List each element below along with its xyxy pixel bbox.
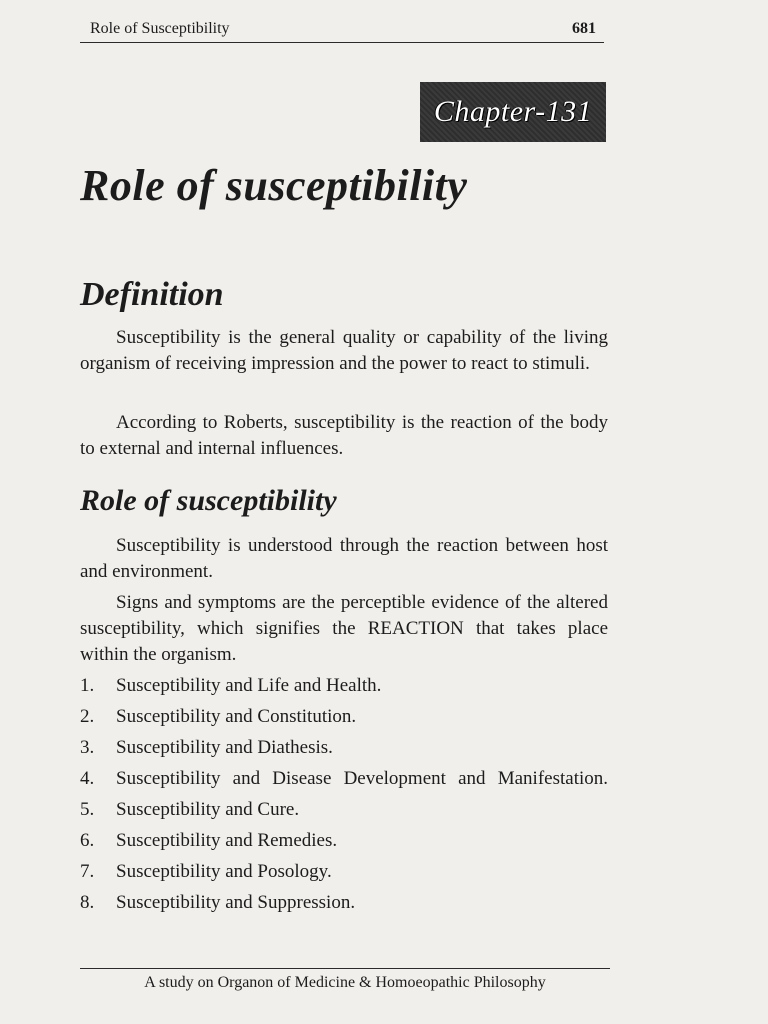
list-item-text: Susceptibility and Cure.	[116, 799, 300, 820]
running-header	[80, 20, 604, 43]
list-item-text: Susceptibility and Life and Health.	[116, 675, 382, 696]
page-number: 681	[572, 20, 596, 37]
list-item	[80, 704, 608, 730]
list-item-number: 4.	[80, 768, 95, 789]
footer-text: A study on Organon of Medicine & Homoeopathic Philosophy	[144, 974, 546, 991]
section-heading-role: Role of susceptibility	[80, 484, 337, 517]
list-item	[80, 735, 608, 761]
list-item	[80, 673, 608, 699]
list-item-text: Susceptibility and Constitution.	[116, 706, 357, 727]
list-item-number: 5.	[80, 799, 95, 820]
role-paragraph: Susceptibility is understood through the reaction between host and environment.	[80, 535, 608, 582]
chapter-title: Role of susceptibility	[80, 161, 468, 210]
list-item	[80, 766, 608, 792]
list-item	[80, 859, 608, 885]
definition-paragraph: According to Roberts, susceptibility is the reaction of the body to external and internal influences.	[80, 412, 608, 459]
chapter-badge-label: Chapter-131	[433, 95, 593, 128]
list-item-number: 6.	[80, 830, 95, 851]
list-item	[80, 828, 608, 854]
list-item-text: Susceptibility and Disease Development and Manifestation.	[116, 768, 608, 789]
definition-paragraph: Susceptibility is the general quality or capability of the living organism of receiving impression and the power to react to stimuli.	[80, 327, 608, 374]
chapter-badge	[420, 82, 606, 142]
list-item-text: Susceptibility and Diathesis.	[116, 737, 333, 758]
role-paragraph: Signs and symptoms are the perceptible evidence of the altered susceptibility, which signifies the REACTION that takes place within the organism.	[80, 592, 608, 665]
section-heading-definition: Definition	[80, 276, 224, 313]
footer-divider	[80, 968, 610, 969]
list-item-text: Susceptibility and Posology.	[116, 861, 332, 882]
list-item-number: 3.	[80, 737, 95, 758]
list-item-number: 1.	[80, 675, 95, 696]
running-header-title: Role of Susceptibility	[90, 20, 230, 37]
list-item-number: 8.	[80, 892, 95, 913]
list-item-text: Susceptibility and Remedies.	[116, 830, 338, 851]
list-item-text: Susceptibility and Suppression.	[116, 892, 356, 913]
list-item-number: 2.	[80, 706, 95, 727]
list-item	[80, 890, 608, 916]
list-item	[80, 797, 608, 823]
susceptibility-list	[80, 673, 608, 921]
list-item-number: 7.	[80, 861, 95, 882]
